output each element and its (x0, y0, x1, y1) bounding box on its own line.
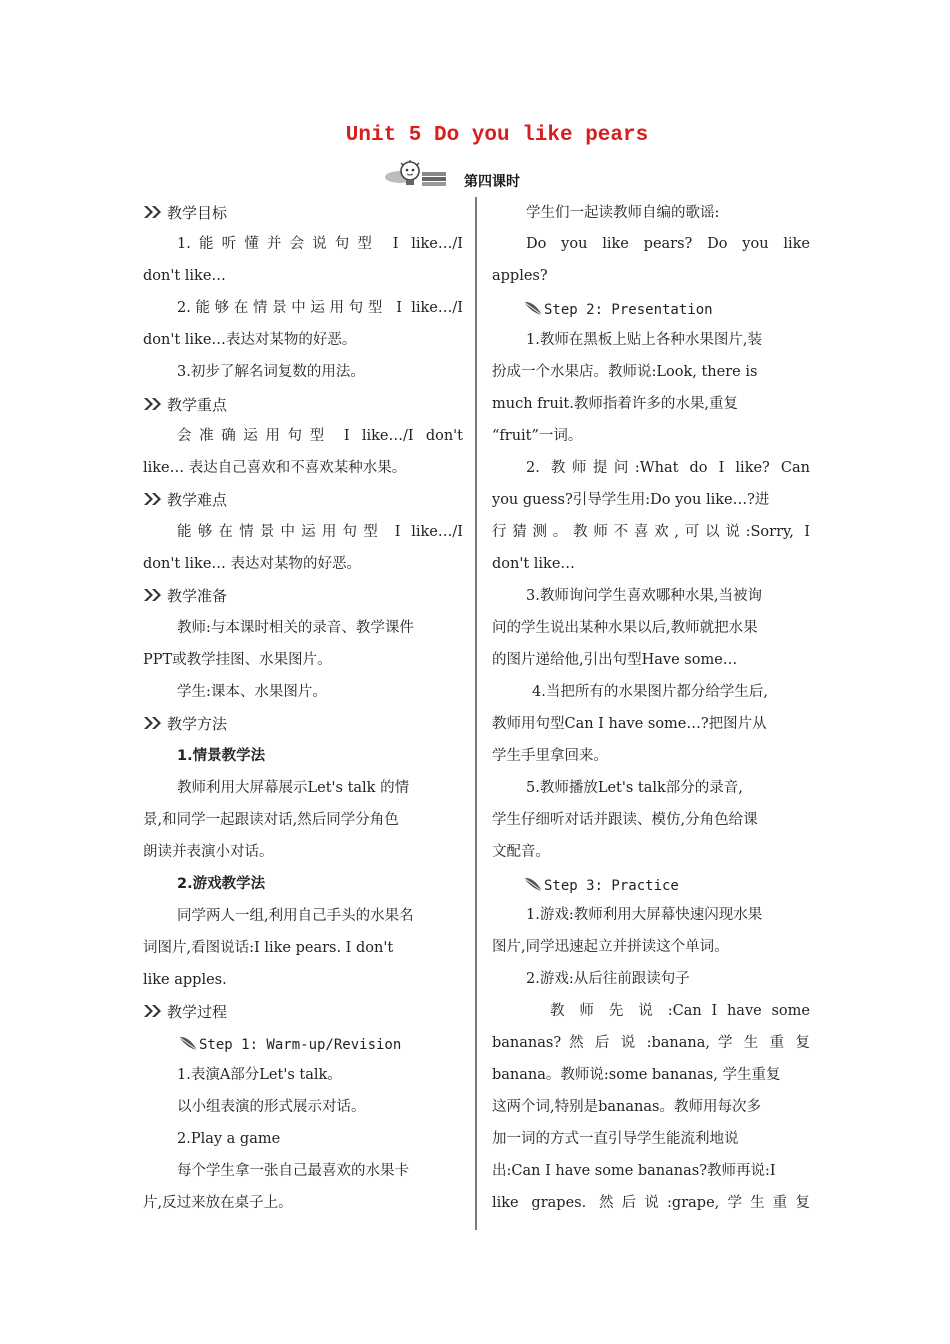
section-chevron-icon (143, 588, 165, 602)
text-line: 学生仔细听对话并跟读、模仿,分角色给课 (492, 812, 758, 828)
section-chevron-icon (143, 716, 165, 730)
section-heading: 教学重点 (143, 395, 227, 415)
text-line: “fruit”一词。 (492, 428, 583, 444)
text-line: 加一词的方式一直引导学生能流利地说 (492, 1131, 739, 1147)
text-line: 3.教师询问学生喜欢哪种水果,当被询 (526, 588, 762, 604)
section-chevron-icon (143, 397, 165, 411)
text-line: don't like… 表达对某物的好恶。 (143, 556, 362, 572)
column-divider (475, 197, 477, 1230)
page-title: Unit 5 Do you like pears (345, 124, 649, 147)
text-line: 词图片,看图说话:I like pears. I don't (143, 940, 394, 956)
lesson-number: 第四课时 (464, 174, 520, 190)
text-line: 教师:与本课时相关的录音、教学课件 (177, 620, 414, 636)
text-line: 学生:课本、水果图片。 (177, 684, 327, 700)
text-line: don't like… (143, 268, 226, 284)
text-line: 的图片递给他,引出句型Have some… (492, 652, 738, 668)
text-line: 4.当把所有的水果图片都分给学生后, (532, 684, 768, 700)
text-line: apples? (492, 268, 548, 284)
feather-pen-icon (522, 299, 544, 317)
section-chevron-icon (143, 205, 165, 219)
text-line: 1.表演A部分Let's talk。 (177, 1067, 342, 1083)
text-line: 1.游戏:教师利用大屏幕快速闪现水果 (526, 907, 763, 923)
lightbulb-book-logo (380, 160, 450, 190)
step-heading: Step 1: Warm-up/Revision (177, 1034, 401, 1055)
text-line: bananas? 然 后 说 :banana, 学 生 重 复 (492, 1035, 810, 1051)
text-line: 同学两人一组,利用自己手头的水果名 (177, 908, 414, 924)
text-line: 行猜测。教师不喜欢,可以说:Sorry, I (492, 524, 810, 540)
text-line: 学生们一起读教师自编的歌谣: (526, 205, 720, 221)
text-line: 每个学生拿一张自己最喜欢的水果卡 (177, 1163, 409, 1179)
text-line: 能够在情景中运用句型 I like…/I (177, 524, 463, 540)
text-line: 这两个词,特别是bananas。教师用每次多 (492, 1099, 761, 1115)
section-heading: 教学目标 (143, 203, 227, 223)
text-line: 教 师 先 说 :Can I have some (550, 1003, 810, 1019)
section-heading: 教学过程 (143, 1002, 227, 1022)
text-line: 2. 教师提问:What do I like? Can (526, 460, 810, 476)
section-chevron-icon (143, 1004, 165, 1018)
text-line: Do you like pears? Do you like (526, 236, 810, 252)
step-heading: Step 3: Practice (522, 875, 679, 896)
text-line: 出:Can I have some bananas?教师再说:I (492, 1163, 776, 1179)
text-line: 以小组表演的形式展示对话。 (177, 1099, 366, 1115)
text-line: 5.教师播放Let's talk部分的录音, (526, 780, 743, 796)
text-line: 2.游戏:从后往前跟读句子 (526, 971, 690, 987)
feather-pen-icon (522, 875, 544, 893)
text-line: banana。教师说:some bananas, 学生重复 (492, 1067, 781, 1083)
method-title: 2.游戏教学法 (177, 876, 266, 892)
lesson-header (380, 160, 580, 190)
section-chevron-icon (143, 492, 165, 506)
text-line: 1.教师在黑板上贴上各种水果图片,装 (526, 332, 762, 348)
step-heading: Step 2: Presentation (522, 299, 713, 320)
method-title: 1.情景教学法 (177, 748, 266, 764)
text-line: PPT或教学挂图、水果图片。 (143, 652, 332, 668)
text-line: 朗读并表演小对话。 (143, 844, 274, 860)
text-line: 问的学生说出某种水果以后,教师就把水果 (492, 620, 758, 636)
section-heading: 教学准备 (143, 586, 227, 606)
text-line: 片,反过来放在桌子上。 (143, 1195, 293, 1211)
text-line: don't like… (492, 556, 575, 572)
text-line: like grapes. 然后说:grape,学生重复 (492, 1195, 810, 1211)
text-line: 教师利用大屏幕展示Let's talk 的情 (177, 780, 410, 796)
section-heading: 教学难点 (143, 490, 227, 510)
text-line: you guess?引导学生用:Do you like…?进 (492, 492, 770, 508)
text-line: 学生手里拿回来。 (492, 748, 608, 764)
section-heading: 教学方法 (143, 714, 227, 734)
text-line: much fruit.教师指着许多的水果,重复 (492, 396, 738, 412)
text-line: 1.能听懂并会说句型 I like…/I (177, 236, 463, 252)
feather-pen-icon (177, 1034, 199, 1052)
text-line: 2.能够在情景中运用句型 I like…/I (177, 300, 463, 316)
text-line: 图片,同学迅速起立并拼读这个单词。 (492, 939, 729, 955)
text-line: 文配音。 (492, 844, 550, 860)
text-line: don't like…表达对某物的好恶。 (143, 332, 357, 348)
text-line: 3.初步了解名词复数的用法。 (177, 364, 365, 380)
text-line: 景,和同学一起跟读对话,然后同学分角色 (143, 812, 399, 828)
text-line: 2.Play a game (177, 1131, 281, 1147)
text-line: like apples. (143, 972, 227, 988)
text-line: 扮成一个水果店。教师说:Look, there is (492, 364, 758, 380)
text-line: like… 表达自己喜欢和不喜欢某种水果。 (143, 460, 407, 476)
text-line: 会准确运用句型 I like…/I don't (177, 428, 463, 444)
text-line: 教师用句型Can I have some…?把图片从 (492, 716, 767, 732)
